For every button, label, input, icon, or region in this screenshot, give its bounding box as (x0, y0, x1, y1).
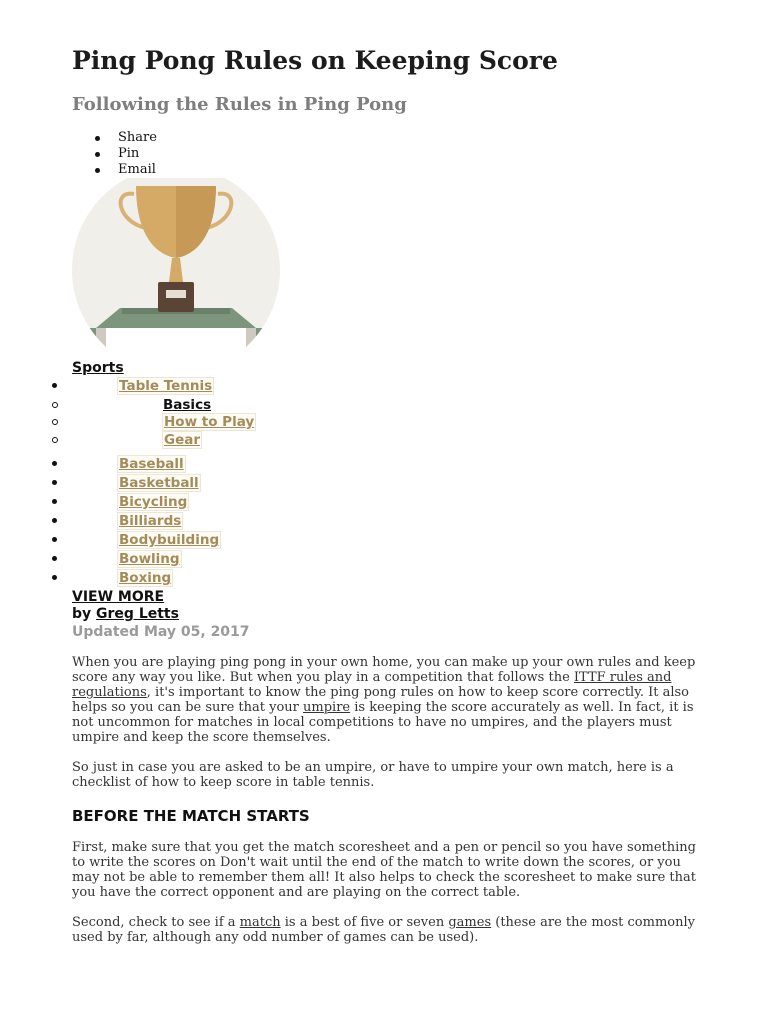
nav-item-bowling[interactable]: Bowling (119, 551, 180, 567)
share-button[interactable]: Share (72, 130, 157, 146)
p1-text-c: is keeping the score accurately as well. In fact, it is not uncommon for matches in local competitions to have no umpires, and the players must umpire and keep the score themselves. (72, 700, 694, 745)
ittf-rules-link[interactable]: ITTF rules and regulations (72, 670, 672, 700)
nav-item-gear[interactable]: Gear (164, 432, 201, 448)
match-link[interactable]: match (239, 915, 281, 930)
byline-prefix: by (72, 606, 97, 622)
view-more-link[interactable]: VIEW MORE (72, 589, 165, 605)
p1-text-a: When you are playing ping pong in your own home, you can make up your own rules and keep score any way you like. But when you play in a competition that follows the (72, 655, 696, 685)
list-bullet (52, 537, 57, 542)
list-bullet (52, 402, 58, 408)
trophy-icon (72, 178, 280, 362)
pin-button[interactable]: Pin (72, 146, 157, 162)
nav-item-baseball[interactable]: Baseball (119, 456, 184, 472)
nav-item-billiards[interactable]: Billiards (119, 513, 182, 529)
list-bullet (52, 499, 57, 504)
nav-item-bicycling[interactable]: Bicycling (119, 494, 188, 510)
p1-text-b: , it's important to know the ping pong rules on how to keep score correctly. It also helps so you can be sure that your (72, 685, 689, 715)
body-paragraph-4 (72, 915, 702, 945)
nav-item-table-tennis[interactable]: Table Tennis (119, 378, 213, 394)
games-link[interactable]: games (448, 915, 492, 930)
updated-date: Updated May 05, 2017 (72, 624, 250, 640)
page-subtitle: Following the Rules in Ping Pong (72, 94, 407, 115)
sports-category-link[interactable]: Sports (72, 360, 124, 376)
p4-text-c: (these are the most commonly used by far, although any odd number of games can be used). (72, 915, 695, 945)
list-bullet (52, 556, 57, 561)
p4-text-b: is a best of five or seven (280, 915, 449, 930)
list-bullet (52, 518, 57, 523)
body-paragraph-3: First, make sure that you get the match scoresheet and a pen or pencil so you have something to write the scores on Don't wait until the end of the match to write down the scores, or you may not be able to remember them all! It also helps to check the scoresheet to make sure that you have the correct opponent and are playing on the correct table. (72, 840, 696, 900)
nav-item-basketball[interactable]: Basketball (119, 475, 199, 491)
nav-item-basics[interactable]: Basics (163, 397, 212, 413)
body-paragraph-1 (72, 655, 702, 745)
list-bullet (52, 461, 57, 466)
page-title: Ping Pong Rules on Keeping Score (72, 46, 558, 75)
byline (72, 606, 179, 622)
nav-item-bodybuilding[interactable]: Bodybuilding (119, 532, 220, 548)
p4-text-a: Second, check to see if a (72, 915, 240, 930)
body-paragraph-2: So just in case you are asked to be an umpire, or have to umpire your own match, here is a checklist of how to keep score in table tennis. (72, 760, 674, 790)
nav-item-boxing[interactable]: Boxing (119, 570, 172, 586)
author-link[interactable]: Greg Letts (96, 606, 179, 622)
list-bullet (52, 575, 57, 580)
list-bullet (52, 480, 57, 485)
email-button[interactable]: Email (72, 162, 157, 178)
list-bullet (52, 419, 58, 425)
section-heading: BEFORE THE MATCH STARTS (72, 807, 310, 825)
umpire-link[interactable]: umpire (303, 700, 351, 715)
share-list (72, 130, 157, 178)
list-bullet (52, 383, 57, 388)
list-bullet (52, 437, 58, 443)
nav-item-how-to-play[interactable]: How to Play (164, 414, 255, 430)
